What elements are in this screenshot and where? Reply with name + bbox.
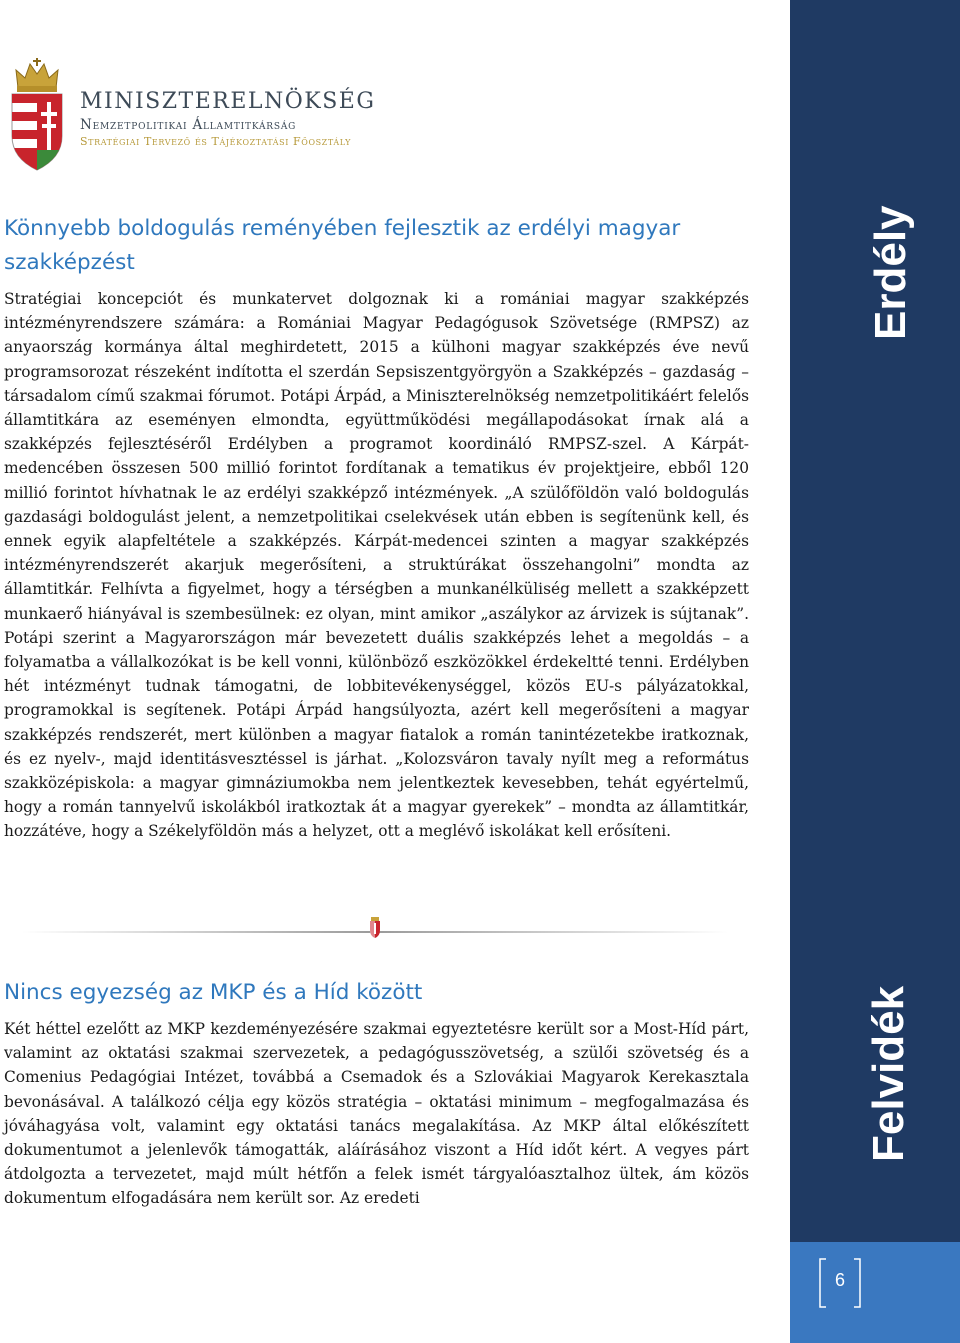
organization-name: MINISZTERELNÖKSÉG <box>80 89 376 114</box>
article-2-body: Két héttel ezelőtt az MKP kezdeményezésére szakmai egyeztetésre került sor a Most-Híd párt, valamint az oktatási szakmai szervezetek, a pedagógusszövetség, a szülői szövetség és a Comenius Pedagógiai Intézet, továbbá a Csemadok és a Szlovákiai Magyarok Kerekasztala bevonásával. A találkozó célja egy közös stratégia – oktatási minimum – megfogalmazása és jóváhagyása volt, valamint egy oktatási tanács megalakítása. Az MKP által előkészített dokumentumot a jelenlevők támogatták, aláírásához viszont a Híd időt kért. A vegyes párt átdolgozta a tervezetet, majd múlt hétfőn a felek ismét tárgyalóasztalhoz ültek, ám közös dokumentum elfogadására nem került sor. Az eredeti <box>4 1020 749 1208</box>
organization-subtitle: Nemzetpolitikai Államtitkárság <box>80 117 297 133</box>
divider-crest-icon <box>368 917 382 939</box>
region-label-erdely: Erdély <box>866 205 915 340</box>
article-1-title: Könnyebb boldogulás reményében fejlesztik az erdélyi magyar szakképzést <box>4 216 681 275</box>
organization-block <box>80 88 375 150</box>
region-label-felvidek: Felvidék <box>864 985 913 1162</box>
page-number: 6 <box>834 1270 845 1290</box>
page-number-band <box>790 1242 960 1343</box>
article-1-body: Stratégiai koncepciót és munkatervet dolgoznak ki a romániai magyar szakképzés intézményrendszere számára: a Romániai Magyar Pedagógusok Szövetsége (RMPSZ) az anyaország kormánya által meghirdetett, 2015 a külhoni magyar szakképzés éve nevű programsorozat részeként indította el szerdán Sepsiszentgyörgyön a Szakképzés – gazdaság – társadalom című szakmai fórumot. Potápi Árpád, a Miniszterelnökség nemzetpolitikáért felelős államtitkára az eseményen elmondta, együttműködési megállapodásokat írnak alá a szakképzés fejlesztéséről Erdélyben a programot koordináló RMPSZ-szel. A Kárpát-medencében összesen 500 millió forintot fordítanak a tematikus év projektjeire, ebből 120 millió forintot hívhatnak le az erdélyi szakképző intézmények. „A szülőföldön való boldogulás gazdasági boldogulást jelent, a nemzetpolitikai cselekvések után ebben is segítenünk kell, és ennek egyik alapfeltétele a szakképzés. Kárpát-medencei szinten a magyar szakképzés intézményrendszerét akarjuk megerősíteni, a struktúrákat összehangolni” mondta az államtitkár. Felhívta a figyelmet, hogy a térségben a munkanélküliség mellett a szakképzett munkaerő hiányával is szembesülnek: ez olyan, mint amikor „aszálykor az árvizek is sújtanak”. Potápi szerint a Magyarországon már bevezetett duális szakképzés lehet a megoldás – a folyamatba a vállalkozókat is be kell vonni, különböző eszközökkel érdekeltté tenni. Erdélyben hét intézményt tudnak támogatni, de lobbitevékenységgel, közös EU-s pályázatokkal, programokkal is segítenek. Potápi Árpád hangsúlyozta, azért kell megerősíteni a magyar szakképzés rendszerét, mert különben a magyar fiatalok a román tanintézetekbe iratkoznak, és ez nyelv-, majd identitásvesztéssel is járhat. „Kolozsváron tavaly nyílt meg a református szakközépiskola: a magyar gimnáziumokba nem jelentkeztek kevesebben, tehát egyértelmű, hogy a román tannyelvű iskolákból iratkoztak át a magyar gyerekek” – mondta az államtitkár, hozzátéve, hogy a Székelyföldön más a helyzet, ott a meglévő iskolákat kell erősíteni. <box>4 290 749 841</box>
page-header <box>4 58 404 178</box>
organization-department: Stratégiai Tervező és Tájékoztatási Főosztály <box>80 135 351 148</box>
article-2-title: Nincs egyezség az MKP és a Híd között <box>4 980 423 1005</box>
hungarian-coat-of-arms-icon <box>6 58 68 176</box>
